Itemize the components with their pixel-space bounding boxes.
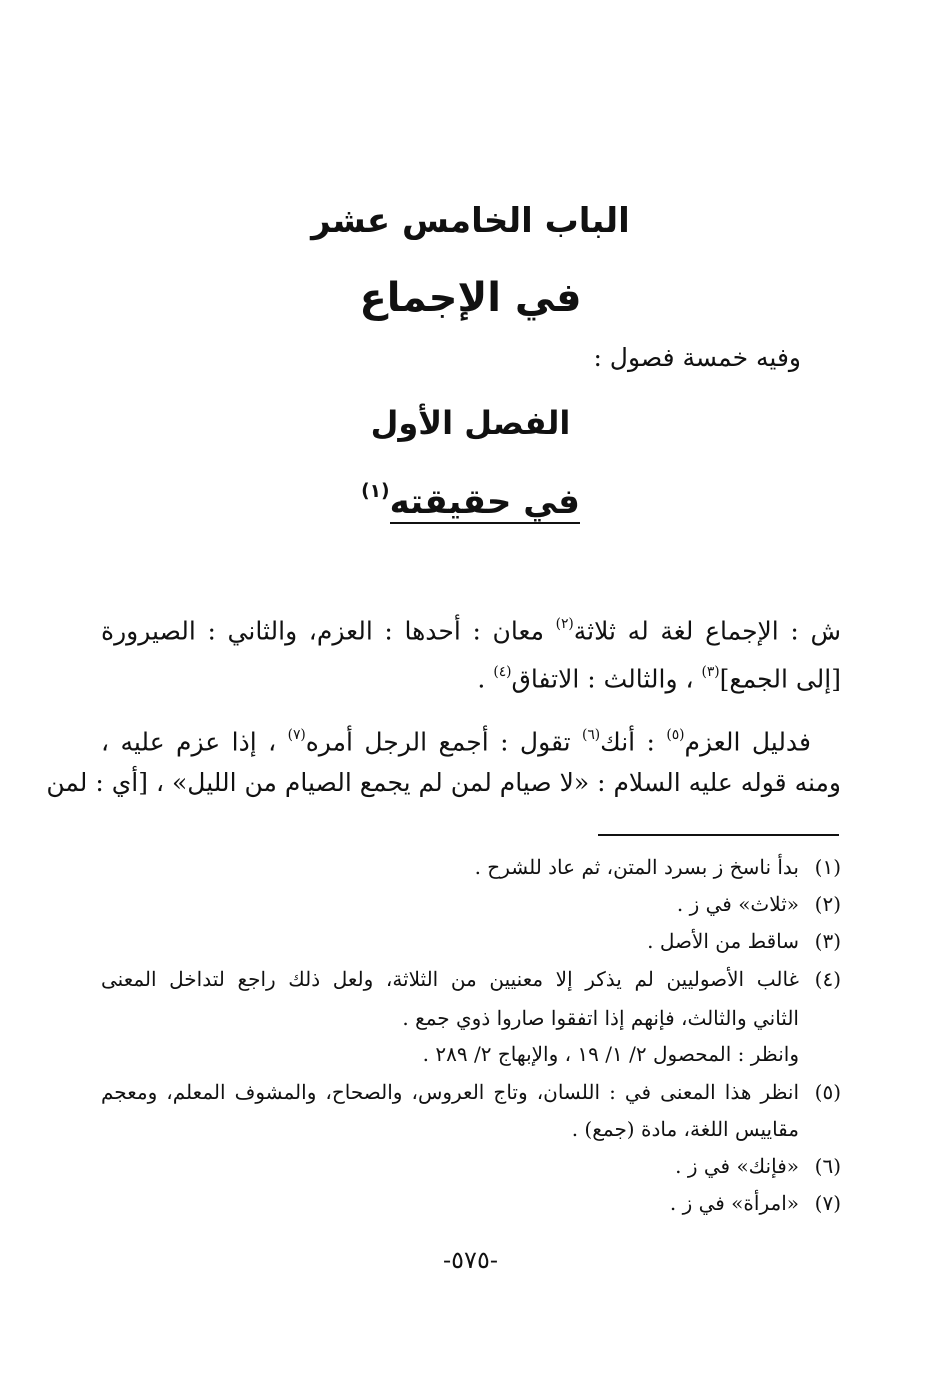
section-subject-text: في حقيقته — [389, 481, 580, 522]
footnote-text-continued: مقاييس اللغة، مادة (جمع) . — [571, 1117, 799, 1141]
footnote-ref: (٦) — [582, 727, 601, 743]
footnote-ref: (٥) — [666, 727, 685, 743]
footnote-number: (٥) — [814, 1080, 841, 1104]
chapter-subject: في الإجماع — [359, 275, 582, 321]
chapter-title: الباب الخامس عشر — [311, 201, 630, 241]
footnote-separator — [598, 834, 839, 836]
body-text: : أنك — [600, 727, 667, 757]
body-text: ش : الإجماع لغة له ثلاثة — [573, 616, 841, 646]
body-text: تقول : أجمع الرجل أمره — [305, 727, 583, 757]
footnote-text: بدأ ناسخ ز بسرد المتن، ثم عاد للشرح . — [474, 855, 799, 879]
footnote-number: (٦) — [814, 1154, 841, 1178]
footnote-ref: (٢) — [555, 616, 574, 632]
footnote-text: انظر هذا المعنى في : اللسان، وتاج العروس، والصحاح، والمشوف المعلم، ومعجم — [101, 1080, 799, 1104]
section-title: الفصل الأول — [370, 404, 571, 442]
footnote-text-continued: وانظر : المحصول ٢/ ١/ ١٩ ، والإبهاج ٢/ ٢٨٩ . — [422, 1042, 799, 1066]
body-text: [إلى الجمع] — [719, 664, 841, 694]
footnote-number: (٤) — [814, 967, 841, 991]
chapter-intro: وفيه خمسة فصول : — [593, 343, 801, 372]
body-text: ، إذا عزم عليه ، — [101, 727, 288, 757]
body-text: ، والثالث : الاتفاق — [511, 664, 702, 694]
page-number: -٥٧٥- — [443, 1246, 498, 1274]
footnote-text: «امرأة» في ز . — [669, 1191, 799, 1215]
footnote-text-continued: الثاني والثالث، فإنهم إذا اتفقوا صاروا ذوي جمع . — [402, 1006, 799, 1030]
footnote-ref: (٤) — [493, 664, 512, 680]
footnote-text: «ثلاث» في ز . — [676, 892, 799, 916]
footnote-text: غالب الأصوليين لم يذكر إلا معنيين من الثلاثة، ولعل ذلك راجع لتداخل المعنى — [101, 967, 799, 991]
body-line-1 — [101, 606, 841, 650]
footnote-number: (٣) — [814, 929, 841, 953]
body-line-4: ومنه قوله عليه السلام : «لا صيام لمن لم يجمع الصيام من الليل» ، [أي : لمن — [46, 768, 841, 797]
footnote-text: ساقط من الأصل . — [647, 929, 799, 953]
section-subject — [0, 468, 941, 526]
footnote-number: (٧) — [814, 1191, 841, 1215]
footnote-ref: (٧) — [287, 727, 306, 743]
footnote-ref: (١) — [361, 481, 390, 502]
body-text: فدليل العزم — [684, 727, 812, 757]
body-line-3 — [101, 717, 841, 761]
footnote-ref: (٣) — [701, 664, 720, 680]
footnote-number: (٢) — [814, 892, 841, 916]
footnote-number: (١) — [814, 855, 841, 879]
body-text: . — [477, 664, 494, 694]
body-text: معان : أحدها : العزم، والثاني : الصيرورة — [101, 616, 556, 646]
footnote-text: «فإنك» في ز . — [675, 1154, 799, 1178]
body-line-2 — [101, 654, 841, 698]
